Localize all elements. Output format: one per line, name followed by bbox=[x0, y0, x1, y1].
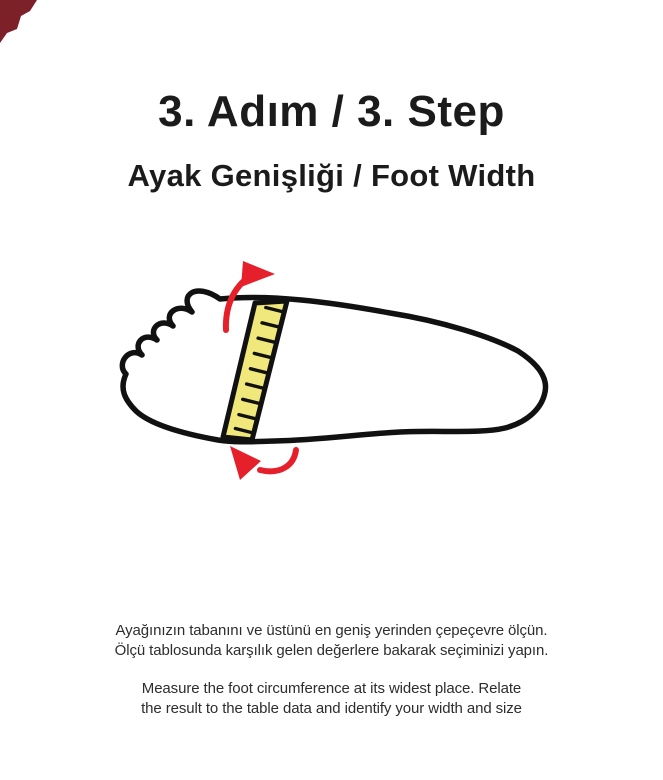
corner-decoration-icon bbox=[0, 0, 40, 46]
instructions-english bbox=[0, 679, 663, 719]
page-title: 3. Adım / 3. Step bbox=[158, 87, 505, 136]
instructions-english-line2: the result to the table data and identify your width and size bbox=[141, 700, 522, 717]
foot-measurement-illustration bbox=[90, 250, 570, 500]
wrap-arrow-bottom-icon bbox=[230, 446, 296, 480]
page-subtitle: Ayak Genişliği / Foot Width bbox=[127, 158, 536, 193]
instructions-english-line1: Measure the foot circumference at its widest place. Relate bbox=[141, 680, 522, 697]
instructions-turkish bbox=[0, 621, 663, 661]
instructions-turkish-line1: Ayağınızın tabanını ve üstünü en geniş yerinden çepeçevre ölçün. bbox=[115, 622, 548, 639]
instructions-turkish-line2: Ölçü tablosunda karşılık gelen değerlere bakarak seçiminizi yapın. bbox=[114, 642, 549, 659]
foot-outline bbox=[122, 291, 545, 442]
